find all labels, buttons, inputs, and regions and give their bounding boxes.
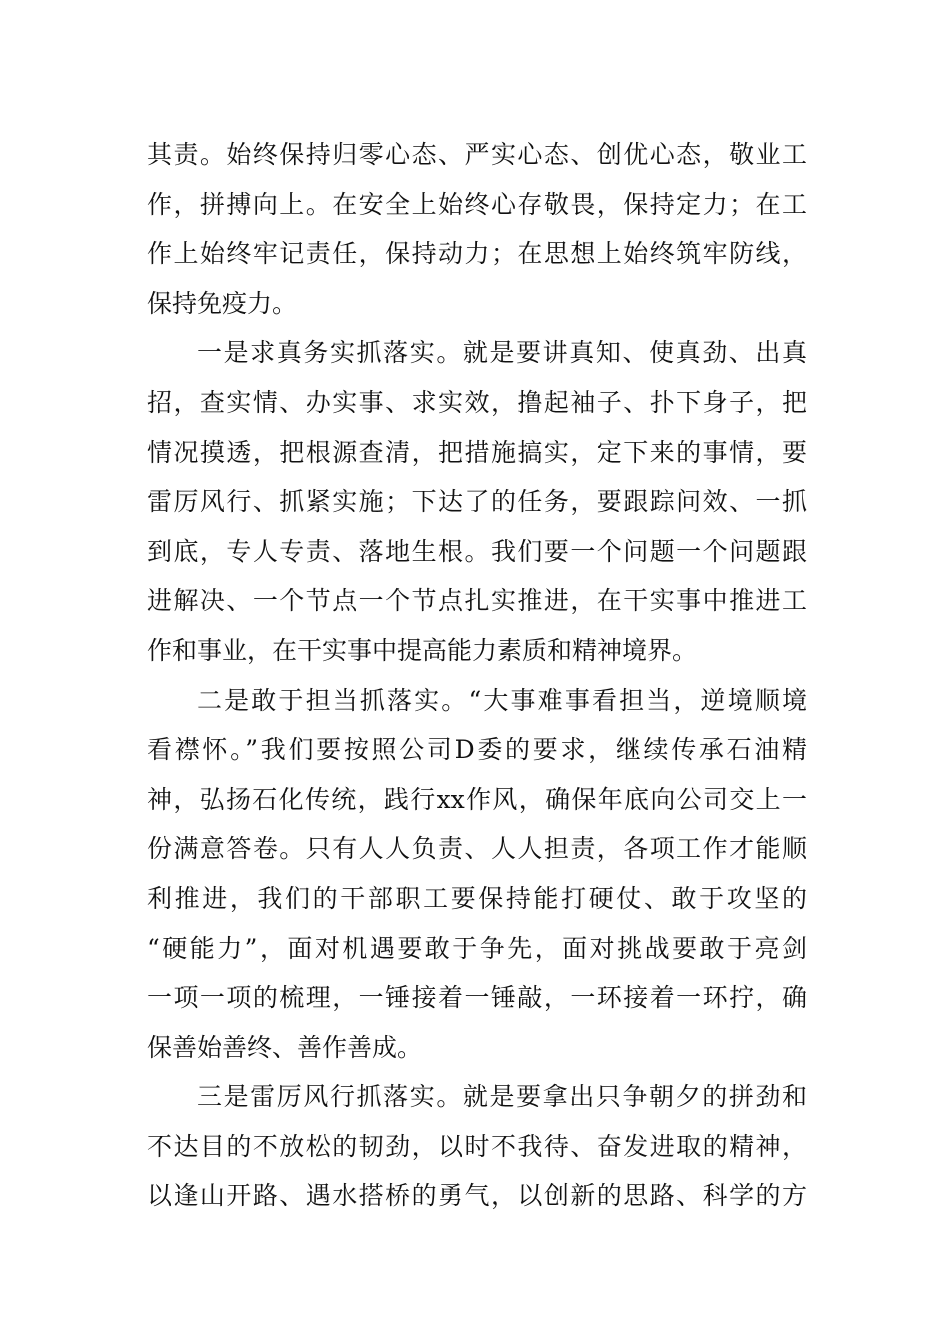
text-line: 情况摸透，把根源查清，把措施搞实，定下来的事情，要 [147, 437, 807, 467]
paragraph-first-line: 一是求真务实抓落实。就是要讲真知、使真劲、出真 [197, 338, 807, 368]
text-line: 作和事业，在干实事中提高能力素质和精神境界。 [147, 635, 698, 665]
text-line: 以逢山开路、遇水搭桥的勇气，以创新的思路、科学的方 [147, 1181, 807, 1211]
text-line: 作，拼搏向上。在安全上始终心存敬畏，保持定力；在工 [147, 189, 807, 219]
text-line: 神，弘扬石化传统，践行xx作风，确保年底向公司交上一 [147, 784, 807, 814]
text-line: 其责。始终保持归零心态、严实心态、创优心态，敬业工 [147, 140, 807, 169]
text-line: 不达目的不放松的韧劲，以时不我待、奋发进取的精神， [147, 1131, 807, 1161]
text-line: 一项一项的梳理，一锤接着一锤敲，一环接着一环拧，确 [147, 983, 807, 1013]
body-text [147, 130, 807, 1221]
text-line: 招，查实情、办实事、求实效，撸起袖子、扑下身子，把 [147, 387, 807, 417]
text-line: 到底，专人专责、落地生根。我们要一个问题一个问题跟 [147, 536, 807, 566]
paragraph-first-line: 三是雷厉风行抓落实。就是要拿出只争朝夕的拼劲和 [197, 1082, 807, 1112]
text-line: 保善始善终、善作善成。 [147, 1032, 423, 1062]
text-line: 看襟怀。”我们要按照公司D委的要求，继续传承石油精 [147, 735, 807, 765]
text-line: 保持免疫力。 [147, 288, 298, 318]
text-line: 份满意答卷。只有人人负责、人人担责，各项工作才能顺 [147, 834, 807, 864]
text-line: 进解决、一个节点一个节点扎实推进，在干实事中推进工 [147, 586, 807, 616]
text-line: 作上始终牢记责任，保持动力；在思想上始终筑牢防线， [147, 239, 807, 269]
text-line: “硬能力”，面对机遇要敢于争先，面对挑战要敢于亮剑 [147, 933, 807, 963]
text-line: 利推进，我们的干部职工要保持能打硬仗、敢于攻坚的 [147, 883, 807, 913]
text-line: 雷厉风行、抓紧实施；下达了的任务，要跟踪问效、一抓 [147, 487, 807, 517]
paragraph-first-line: 二是敢于担当抓落实。“大事难事看担当，逆境顺境 [197, 685, 807, 715]
